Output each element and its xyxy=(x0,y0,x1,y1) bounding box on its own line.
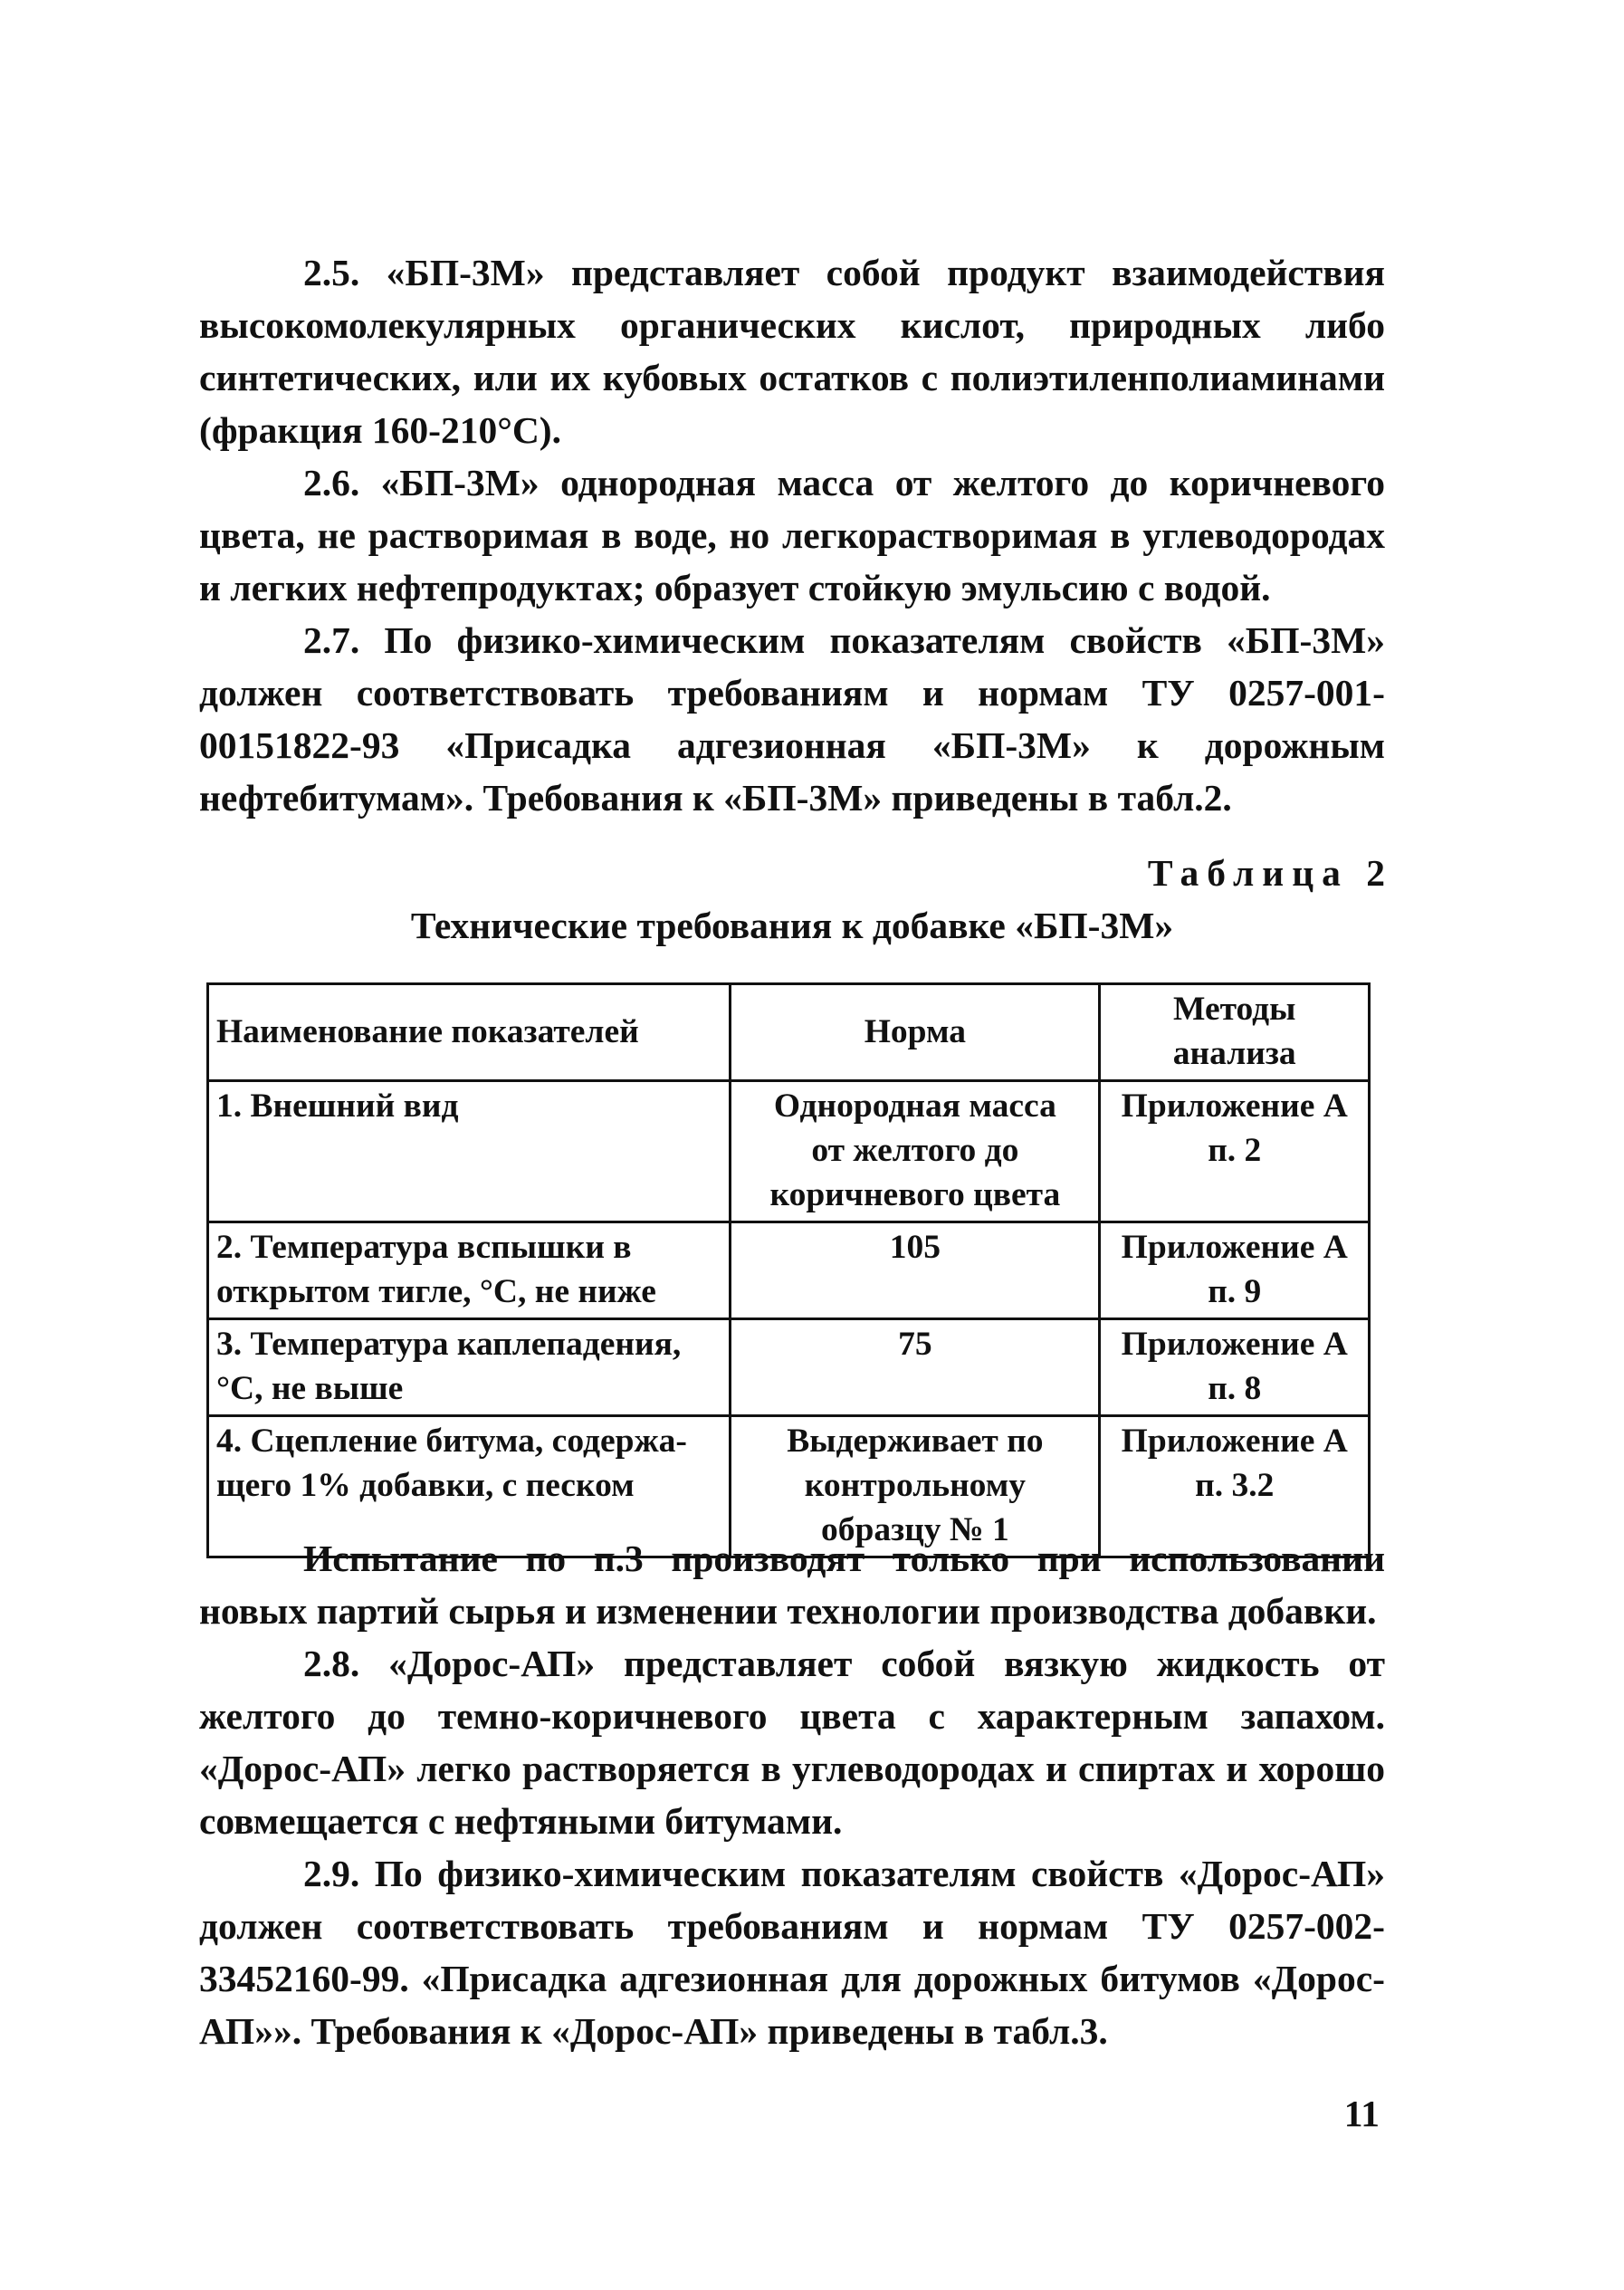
row-norm-line: Однородная масса xyxy=(773,1088,1056,1125)
row-name xyxy=(208,1081,731,1222)
row-method-line: Приложение А xyxy=(1121,1423,1348,1460)
header-method-line2: анализа xyxy=(1172,1035,1296,1072)
row-norm-line: 75 xyxy=(898,1326,932,1363)
row-norm-line: образцу № 1 xyxy=(821,1511,1009,1548)
table-row xyxy=(208,1319,1370,1416)
row-norm-line: 105 xyxy=(889,1229,941,1266)
row-norm-line: коричневого цвета xyxy=(769,1176,1061,1213)
row-method-line: Приложение А xyxy=(1121,1088,1348,1125)
paragraph-test-note: Испытание по п.3 производят только при использовании новых партий сырья и изменении технологии производства добавки. xyxy=(199,1538,1385,1632)
row-name-line: 1. Внешний вид xyxy=(216,1088,459,1125)
header-method xyxy=(1100,984,1370,1081)
table-label: Таблица 2 xyxy=(1147,852,1393,894)
requirements-table xyxy=(206,982,1371,1558)
page-number: 11 xyxy=(1343,2093,1380,2134)
row-method-line: п. 8 xyxy=(1208,1370,1262,1407)
row-method xyxy=(1100,1319,1370,1416)
table-header-row xyxy=(208,984,1370,1081)
table-caption xyxy=(199,847,1393,952)
row-norm-line: от желтого до xyxy=(811,1132,1019,1169)
row-name-line: открытом тигле, °С, не ниже xyxy=(216,1273,656,1310)
row-name-line: щего 1% добавки, с песком xyxy=(216,1467,635,1504)
paragraph-2-8: 2.8. «Дорос-АП» представляет собой вязкую жидкость от желтого до темно-коричневого цвета с характерным запахом. «Дорос-АП» легко растворяется в углеводородах и спиртах и хорошо совмещается с нефтяными битумами. xyxy=(199,1643,1385,1842)
table-row xyxy=(208,1081,1370,1222)
row-method-line: п. 9 xyxy=(1208,1273,1262,1310)
row-name xyxy=(208,1319,731,1416)
row-name-line: 3. Температура каплепадения, xyxy=(216,1326,682,1363)
header-method-line1: Методы xyxy=(1173,991,1296,1028)
row-method-line: Приложение А xyxy=(1121,1229,1348,1266)
paragraph-2-7: 2.7. По физико-химическим показателям свойств «БП-3М» должен соответствовать требованиям и нормам ТУ 0257-001-00151822-93 «Присадка адгезионная «БП-3М» к дорожным нефтебитумам». Требования к «БП-3М» приведены в табл.2. xyxy=(199,619,1385,819)
bottom-text xyxy=(199,1532,1385,2057)
row-method-line: п. 3.2 xyxy=(1195,1467,1275,1504)
header-name: Наименование показателей xyxy=(208,984,731,1081)
row-name-line: °С, не выше xyxy=(216,1370,404,1407)
table-row xyxy=(208,1222,1370,1319)
paragraph-2-5: 2.5. «БП-3М» представляет собой продукт взаимодействия высокомолекулярных органических кислот, природных либо синтетических, или их кубовых остатков с полиэтиленполиаминами (фракция 160-210°С). xyxy=(199,252,1385,451)
row-norm xyxy=(731,1319,1100,1416)
row-method-line: п. 2 xyxy=(1208,1132,1262,1169)
row-name-line: 4. Сцепление битума, содержа- xyxy=(216,1423,687,1460)
paragraph-2-6: 2.6. «БП-3М» однородная масса от желтого до коричневого цвета, не растворимая в воде, но легкорастворимая в углеводородах и легких нефтепродуктах; образует стойкую эмульсию с водой. xyxy=(199,462,1385,608)
top-text xyxy=(199,246,1385,824)
row-method-line: Приложение А xyxy=(1121,1326,1348,1363)
row-name xyxy=(208,1222,731,1319)
row-norm xyxy=(731,1222,1100,1319)
row-name-line: 2. Температура вспышки в xyxy=(216,1229,632,1266)
row-norm-line: Выдерживает по xyxy=(787,1423,1044,1460)
paragraph-2-9: 2.9. По физико-химическим показателям свойств «Дорос-АП» должен соответствовать требованиям и нормам ТУ 0257-002-33452160-99. «Присадка адгезионная для дорожных битумов «Дорос-АП»». Требования к «Дорос-АП» приведены в табл.3. xyxy=(199,1853,1385,2052)
header-norm: Норма xyxy=(731,984,1100,1081)
row-method xyxy=(1100,1081,1370,1222)
row-norm xyxy=(731,1081,1100,1222)
row-method xyxy=(1100,1222,1370,1319)
table-title: Технические требования к добавке «БП-3М» xyxy=(410,905,1174,946)
row-norm-line: контрольному xyxy=(804,1467,1027,1504)
